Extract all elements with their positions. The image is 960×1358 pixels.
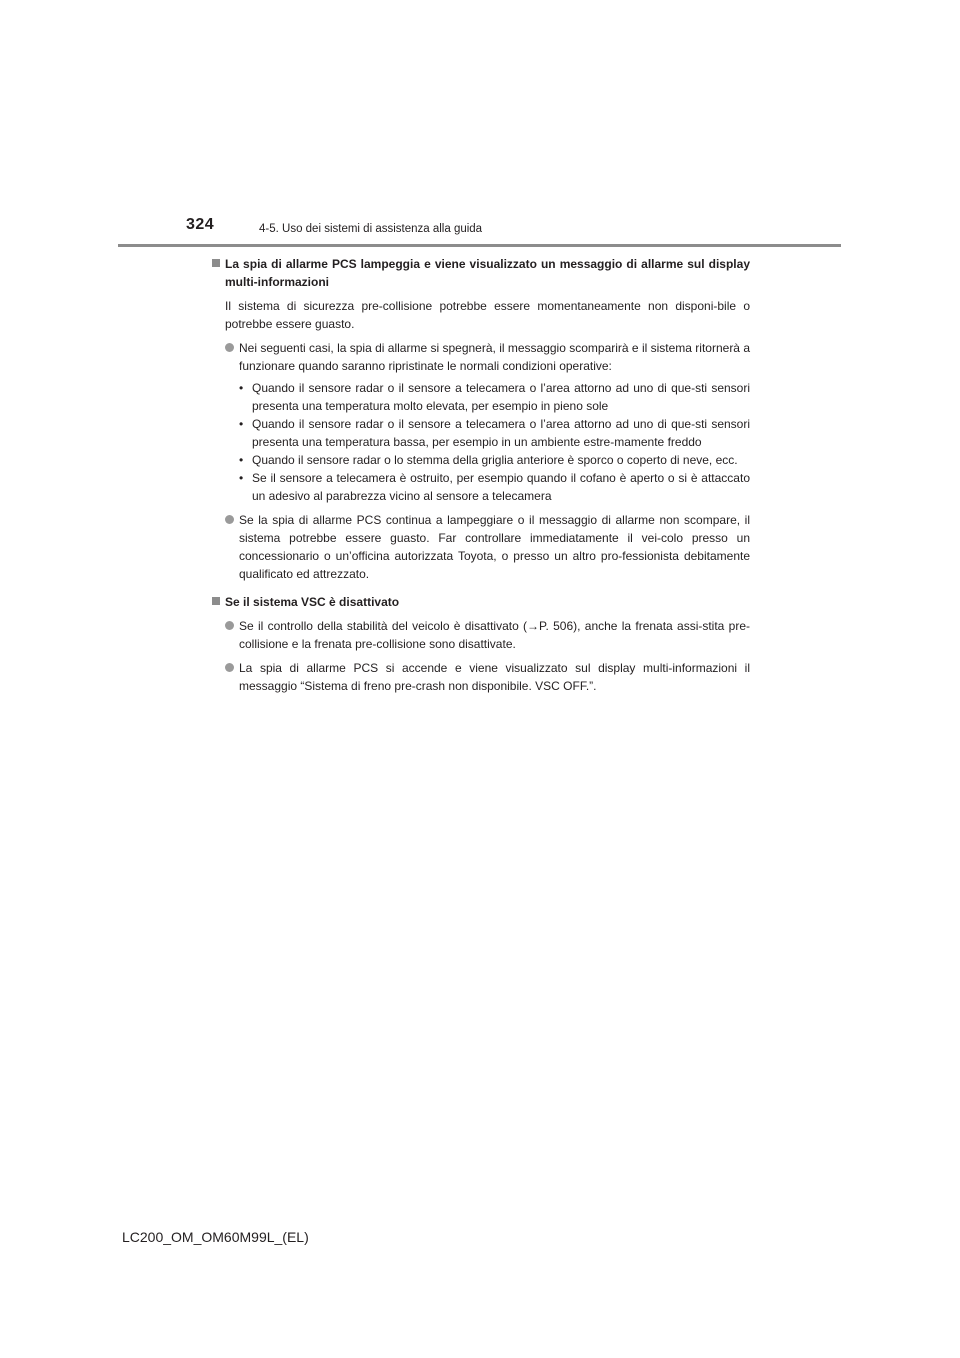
bullet-item [212, 659, 750, 695]
dot-marker-icon: • [239, 471, 244, 485]
sub-list-text: Quando il sensore radar o il sensore a telecamera o l’area attorno ad uno di que-sti sensori presenta una temperatura bassa, per esempio in un ambiente estre-mamente freddo [252, 417, 750, 449]
section-title: 4-5. Uso dei sistemi di assistenza alla guida [259, 223, 483, 235]
bullet-item [212, 511, 750, 583]
square-marker-icon [212, 597, 220, 605]
bullet-item [212, 339, 750, 375]
sub-list-item [212, 379, 750, 415]
sub-list-item [212, 451, 750, 469]
intro-paragraph: Il sistema di sicurezza pre-collisione potrebbe essere momentaneamente non disponi-bile o potrebbe essere guasto. [225, 299, 750, 331]
sub-list [212, 379, 750, 505]
square-marker-icon [212, 259, 220, 267]
circle-bullet-icon [225, 621, 234, 630]
page-number: 324 [186, 216, 215, 233]
header-divider [118, 244, 841, 247]
circle-bullet-icon [225, 343, 234, 352]
bullet-text: Se la spia di allarme PCS continua a lampeggiare o il messaggio di allarme non scompare, il sistema potrebbe essere guasto. Far controllare immediatamente il vei-colo presso un concessionario o un’officina autorizzata Toyota, o presso un altro pro-fessionista debitamente qualificato ed attrezzato. [239, 513, 750, 581]
sub-list-item [212, 469, 750, 505]
circle-bullet-icon [225, 515, 234, 524]
sub-list-item [212, 415, 750, 451]
document-code: LC200_OM_OM60M99L_(EL) [122, 1229, 309, 1245]
dot-marker-icon: • [239, 453, 244, 467]
section-heading-text: Se il sistema VSC è disattivato [225, 595, 400, 609]
bullet-text: Se il controllo della stabilità del veicolo è disattivato (→P. 506), anche la frenata assi-stita pre-collisione e la frenata pre-collisione sono disattivate. [239, 619, 750, 651]
sub-list-text: Quando il sensore radar o il sensore a telecamera o l’area attorno ad uno di que-sti sensori presenta una temperatura molto elevata, per esempio in pieno sole [252, 381, 750, 413]
section-heading-text: La spia di allarme PCS lampeggia e viene visualizzato un messaggio di allarme sul display multi-informazioni [225, 257, 750, 289]
section-heading-vsc-off [212, 593, 750, 611]
sub-list-text: Quando il sensore radar o lo stemma della griglia anteriore è sporco o coperto di neve, ecc. [252, 453, 738, 467]
bullet-item [212, 617, 750, 653]
bullet-text: Nei seguenti casi, la spia di allarme si spegnerà, il messaggio scomparirà e il sistema ritornerà a funzionare quando saranno ripristinate le normali condizioni operative: [239, 341, 750, 373]
section-heading-pcs-warning [212, 255, 750, 291]
dot-marker-icon: • [239, 417, 244, 431]
sub-list-text: Se il sensore a telecamera è ostruito, per esempio quando il cofano è aperto o si è attaccato un adesivo al parabrezza vicino al sensore a telecamera [252, 471, 750, 503]
dot-marker-icon: • [239, 381, 244, 395]
circle-bullet-icon [225, 663, 234, 672]
page-content [212, 255, 750, 695]
bullet-text: La spia di allarme PCS si accende e viene visualizzato sul display multi-informazioni il messaggio “Sistema di freno pre-crash non disponibile. VSC OFF.”. [239, 661, 750, 693]
